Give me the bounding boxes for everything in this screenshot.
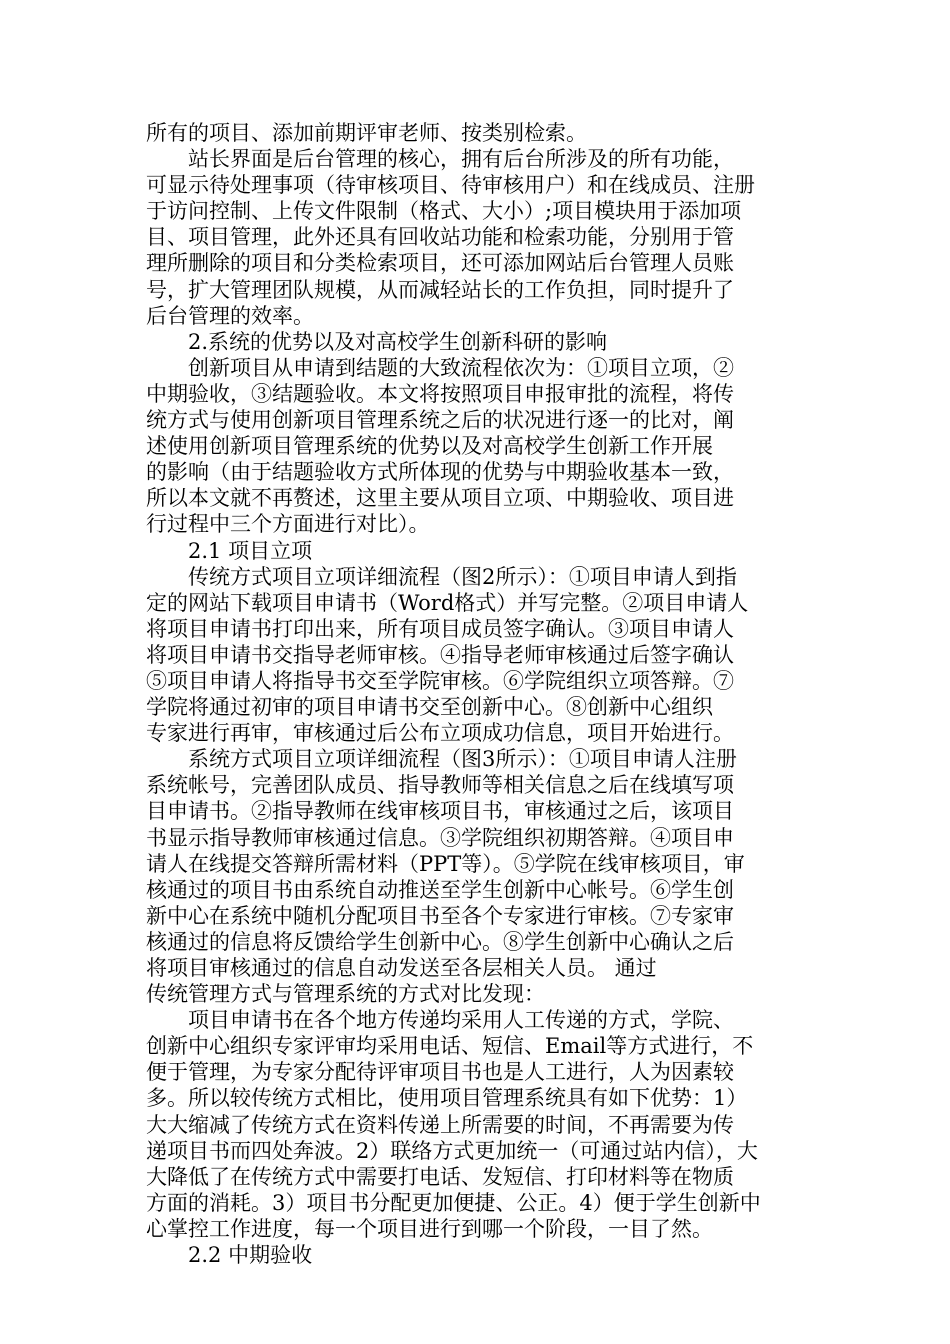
text-line: 系统帐号，完善团队成员、指导教师等相关信息之后在线填写项 — [146, 773, 734, 798]
text-line: 核通过的项目书由系统自动推送至学生创新中心帐号。⑥学生创 — [146, 877, 734, 902]
text-line: 中期验收，③结题验收。本文将按照项目申报审批的流程，将传 — [146, 381, 734, 406]
text-line: 传统方式项目立项详细流程（图2所示）：①项目申请人到指 — [188, 564, 737, 589]
text-line: 于访问控制、上传文件限制（格式、大小）;项目模块用于添加项 — [146, 199, 742, 224]
text-line: 行过程中三个方面进行对比）。 — [146, 512, 430, 537]
text-line: 传统管理方式与管理系统的方式对比发现： — [146, 982, 545, 1007]
text-line: 将项目申请书打印出来，所有项目成员签字确认。③项目申请人 — [146, 616, 734, 641]
text-line: 项目申请书在各个地方传递均采用人工传递的方式，学院、 — [188, 1008, 734, 1033]
text-line: 创新中心组织专家评审均采用电话、短信、Email等方式进行，不 — [146, 1034, 754, 1059]
text-line: 学院将通过初审的项目申请书交至创新中心。⑧创新中心组织 — [146, 695, 713, 720]
text-line: 后台管理的效率。 — [146, 303, 314, 328]
text-line: 系统方式项目立项详细流程（图3所示）：①项目申请人注册 — [188, 747, 737, 772]
text-line: 方面的消耗。3）项目书分配更加便捷、公正。4）便于学生创新中 — [146, 1190, 761, 1215]
text-line: 站长界面是后台管理的核心，拥有后台所涉及的所有功能， — [188, 147, 734, 172]
text-line: 递项目书而四处奔波。2）联络方式更加统一（可通过站内信），大 — [146, 1138, 758, 1163]
text-line: 号，扩大管理团队规模，从而减轻站长的工作负担，同时提升了 — [146, 277, 734, 302]
text-line: 2.2 中期验收 — [188, 1243, 313, 1268]
text-line: 创新项目从申请到结题的大致流程依次为：①项目立项，② — [188, 355, 734, 380]
text-line: 心掌控工作进度，每一个项目进行到哪一个阶段，一目了然。 — [146, 1216, 713, 1241]
text-line: 述使用创新项目管理系统的优势以及对高校学生创新工作开展 — [146, 434, 713, 459]
text-line: 核通过的信息将反馈给学生创新中心。⑧学生创新中心确认之后 — [146, 929, 734, 954]
text-line: 书显示指导教师审核通过信息。③学院组织初期答辩。④项目申 — [146, 825, 734, 850]
text-line: 所以本文就不再赘述，这里主要从项目立项、中期验收、项目进 — [146, 486, 734, 511]
text-line: 统方式与使用创新项目管理系统之后的状况进行逐一的比对，阐 — [146, 408, 734, 433]
text-line: 将项目审核通过的信息自动发送至各层相关人员。 通过 — [146, 956, 657, 980]
text-line: 定的网站下载项目申请书（Word格式）并写完整。②项目申请人 — [146, 590, 749, 615]
text-line: ⑤项目申请人将指导书交至学院审核。⑥学院组织立项答辩。⑦ — [146, 668, 734, 693]
text-line: 大大缩减了传统方式在资料传递上所需要的时间，不再需要为传 — [146, 1112, 734, 1137]
text-line: 2.1 项目立项 — [188, 538, 313, 563]
text-line: 目申请书。②指导教师在线审核项目书，审核通过之后，该项目 — [146, 799, 734, 824]
text-line: 新中心在系统中随机分配项目书至各个专家进行审核。⑦专家审 — [146, 903, 734, 928]
text-line: 所有的项目、添加前期评审老师、按类别检索。 — [146, 121, 587, 145]
text-line: 理所删除的项目和分类检索项目，还可添加网站后台管理人员账 — [146, 251, 734, 276]
document-body — [146, 120, 806, 1268]
text-line: 专家进行再审，审核通过后公布立项成功信息，项目开始进行。 — [146, 721, 734, 746]
text-line: 目、项目管理，此外还具有回收站功能和检索功能，分别用于管 — [146, 225, 734, 250]
text-line: 多。所以较传统方式相比，使用项目管理系统具有如下优势：1） — [146, 1086, 748, 1111]
text-line: 大降低了在传统方式中需要打电话、发短信、打印材料等在物质 — [146, 1164, 734, 1189]
text-line: 可显示待处理事项（待审核项目、待审核用户）和在线成员、注册 — [146, 173, 755, 198]
text-line: 2.系统的优势以及对高校学生创新科研的影响 — [188, 329, 608, 354]
text-line: 将项目申请书交指导老师审核。④指导老师审核通过后签字确认 — [146, 642, 734, 667]
text-line: 便于管理，为专家分配待评审项目书也是人工进行，人为因素较 — [146, 1060, 734, 1085]
text-line: 的影响（由于结题验收方式所体现的优势与中期验收基本一致， — [146, 460, 734, 485]
text-line: 请人在线提交答辩所需材料（PPT等）。⑤学院在线审核项目，审 — [146, 851, 745, 876]
